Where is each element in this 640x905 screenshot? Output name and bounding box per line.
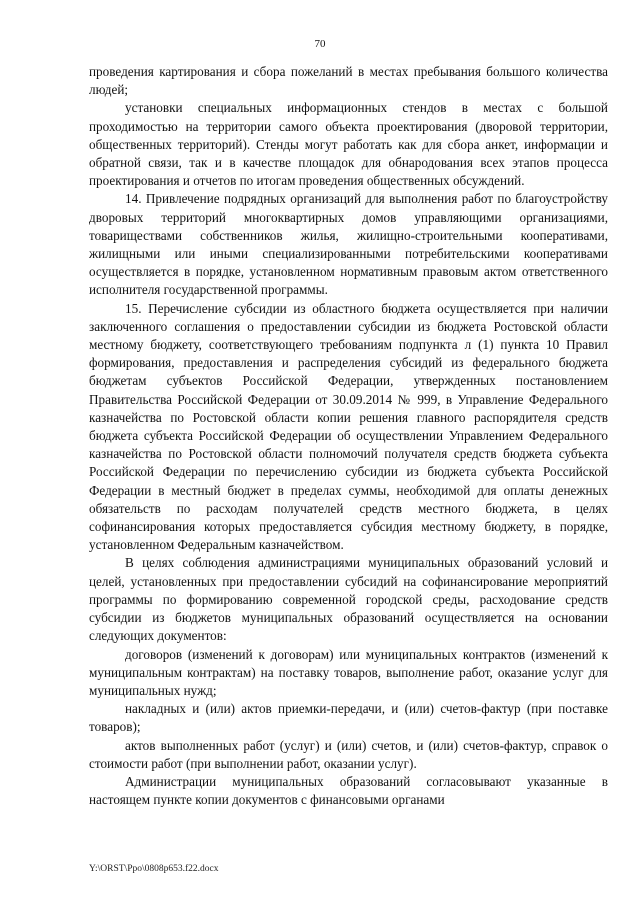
- paragraph: Администрации муниципальных образований согласовывают указанные в настоящем пункте копии документов с финансовыми органами: [89, 773, 608, 808]
- document-body: [89, 63, 608, 809]
- paragraph: накладных и (или) актов приемки-передачи, и (или) счетов-фактур (при поставке товаров);: [89, 701, 608, 735]
- paragraph: В целях соблюдения администрациями муниципальных образований условий и целей, установленных при предоставлении субсидий на софинансирование мероприятий программы по формированию современной городской среды, расходование средств субсидии из бюджетов муниципальных образований осуществляется на основании следующих документов:: [89, 555, 608, 644]
- paragraph: 15. Перечисление субсидии из областного бюджета осуществляется при наличии заключенного соглашения о предоставлении субсидии из бюджета Ростовской области местному бюджету, соответствующего требованиям подпункта л (1) пункта 10 Правил формирования, предоставления и распределения субсидий из федерального бюджета бюджетам субъектов Российской Федерации, утвержденных постановлением Правительства Российской Федерации от 30.09.2014 № 999, в Управление Федерального казначейства по Ростовской области копии решения главного распорядителя средств бюджета субъекта Российской Федерации об осуществлении Управлением Федерального казначейства по Ростовской области полномочий получателя средств бюджета субъекта Российской Федерации по перечислению субсидии из бюджета субъекта Российской Федерации в местный бюджет в пределах суммы, необходимой для оплаты денежных обязательств по расходам получателей средств местного бюджета, в целях софинансирования которых предоставляется субсидия местному бюджету, в порядке, установленном Федеральным казначейством.: [89, 300, 608, 553]
- paragraph: установки специальных информационных стендов в местах с большой проходимостью на территории самого объекта проектирования (дворовой территории, общественных территорий). Стенды могут работать как для сбора анкет, информации и обратной связи, так и в качестве площадок для обнародования всех этапов процесса проектирования и отчетов по итогам проведения общественных обсуждений.: [89, 100, 608, 189]
- paragraph: договоров (изменений к договорам) или муниципальных контрактов (изменений к муниципальным контрактам) на поставку товаров, выполнение работ, оказание услуг для муниципальных нужд;: [89, 646, 608, 698]
- paragraph: 14. Привлечение подрядных организаций для выполнения работ по благоустройству дворовых территорий многоквартирных домов управляющими организациями, товариществами собственников жилья, жилищно-строительными кооперативами, жилищными или иными специализированными потребительскими кооперативами осуществляется в порядке, установленном нормативным правовым актом ответственного исполнителя государственной программы.: [89, 191, 608, 298]
- paragraph: проведения картирования и сбора пожеланий в местах пребывания большого количества людей;: [89, 64, 608, 98]
- paragraph: актов выполненных работ (услуг) и (или) счетов, и (или) счетов-фактур, справок о стоимости работ (при выполнении работ, оказании услуг).: [89, 737, 608, 771]
- page-number: 70: [314, 38, 326, 50]
- footer-file-path: Y:\ORST\Ppo\0808p653.f22.docx: [89, 864, 219, 874]
